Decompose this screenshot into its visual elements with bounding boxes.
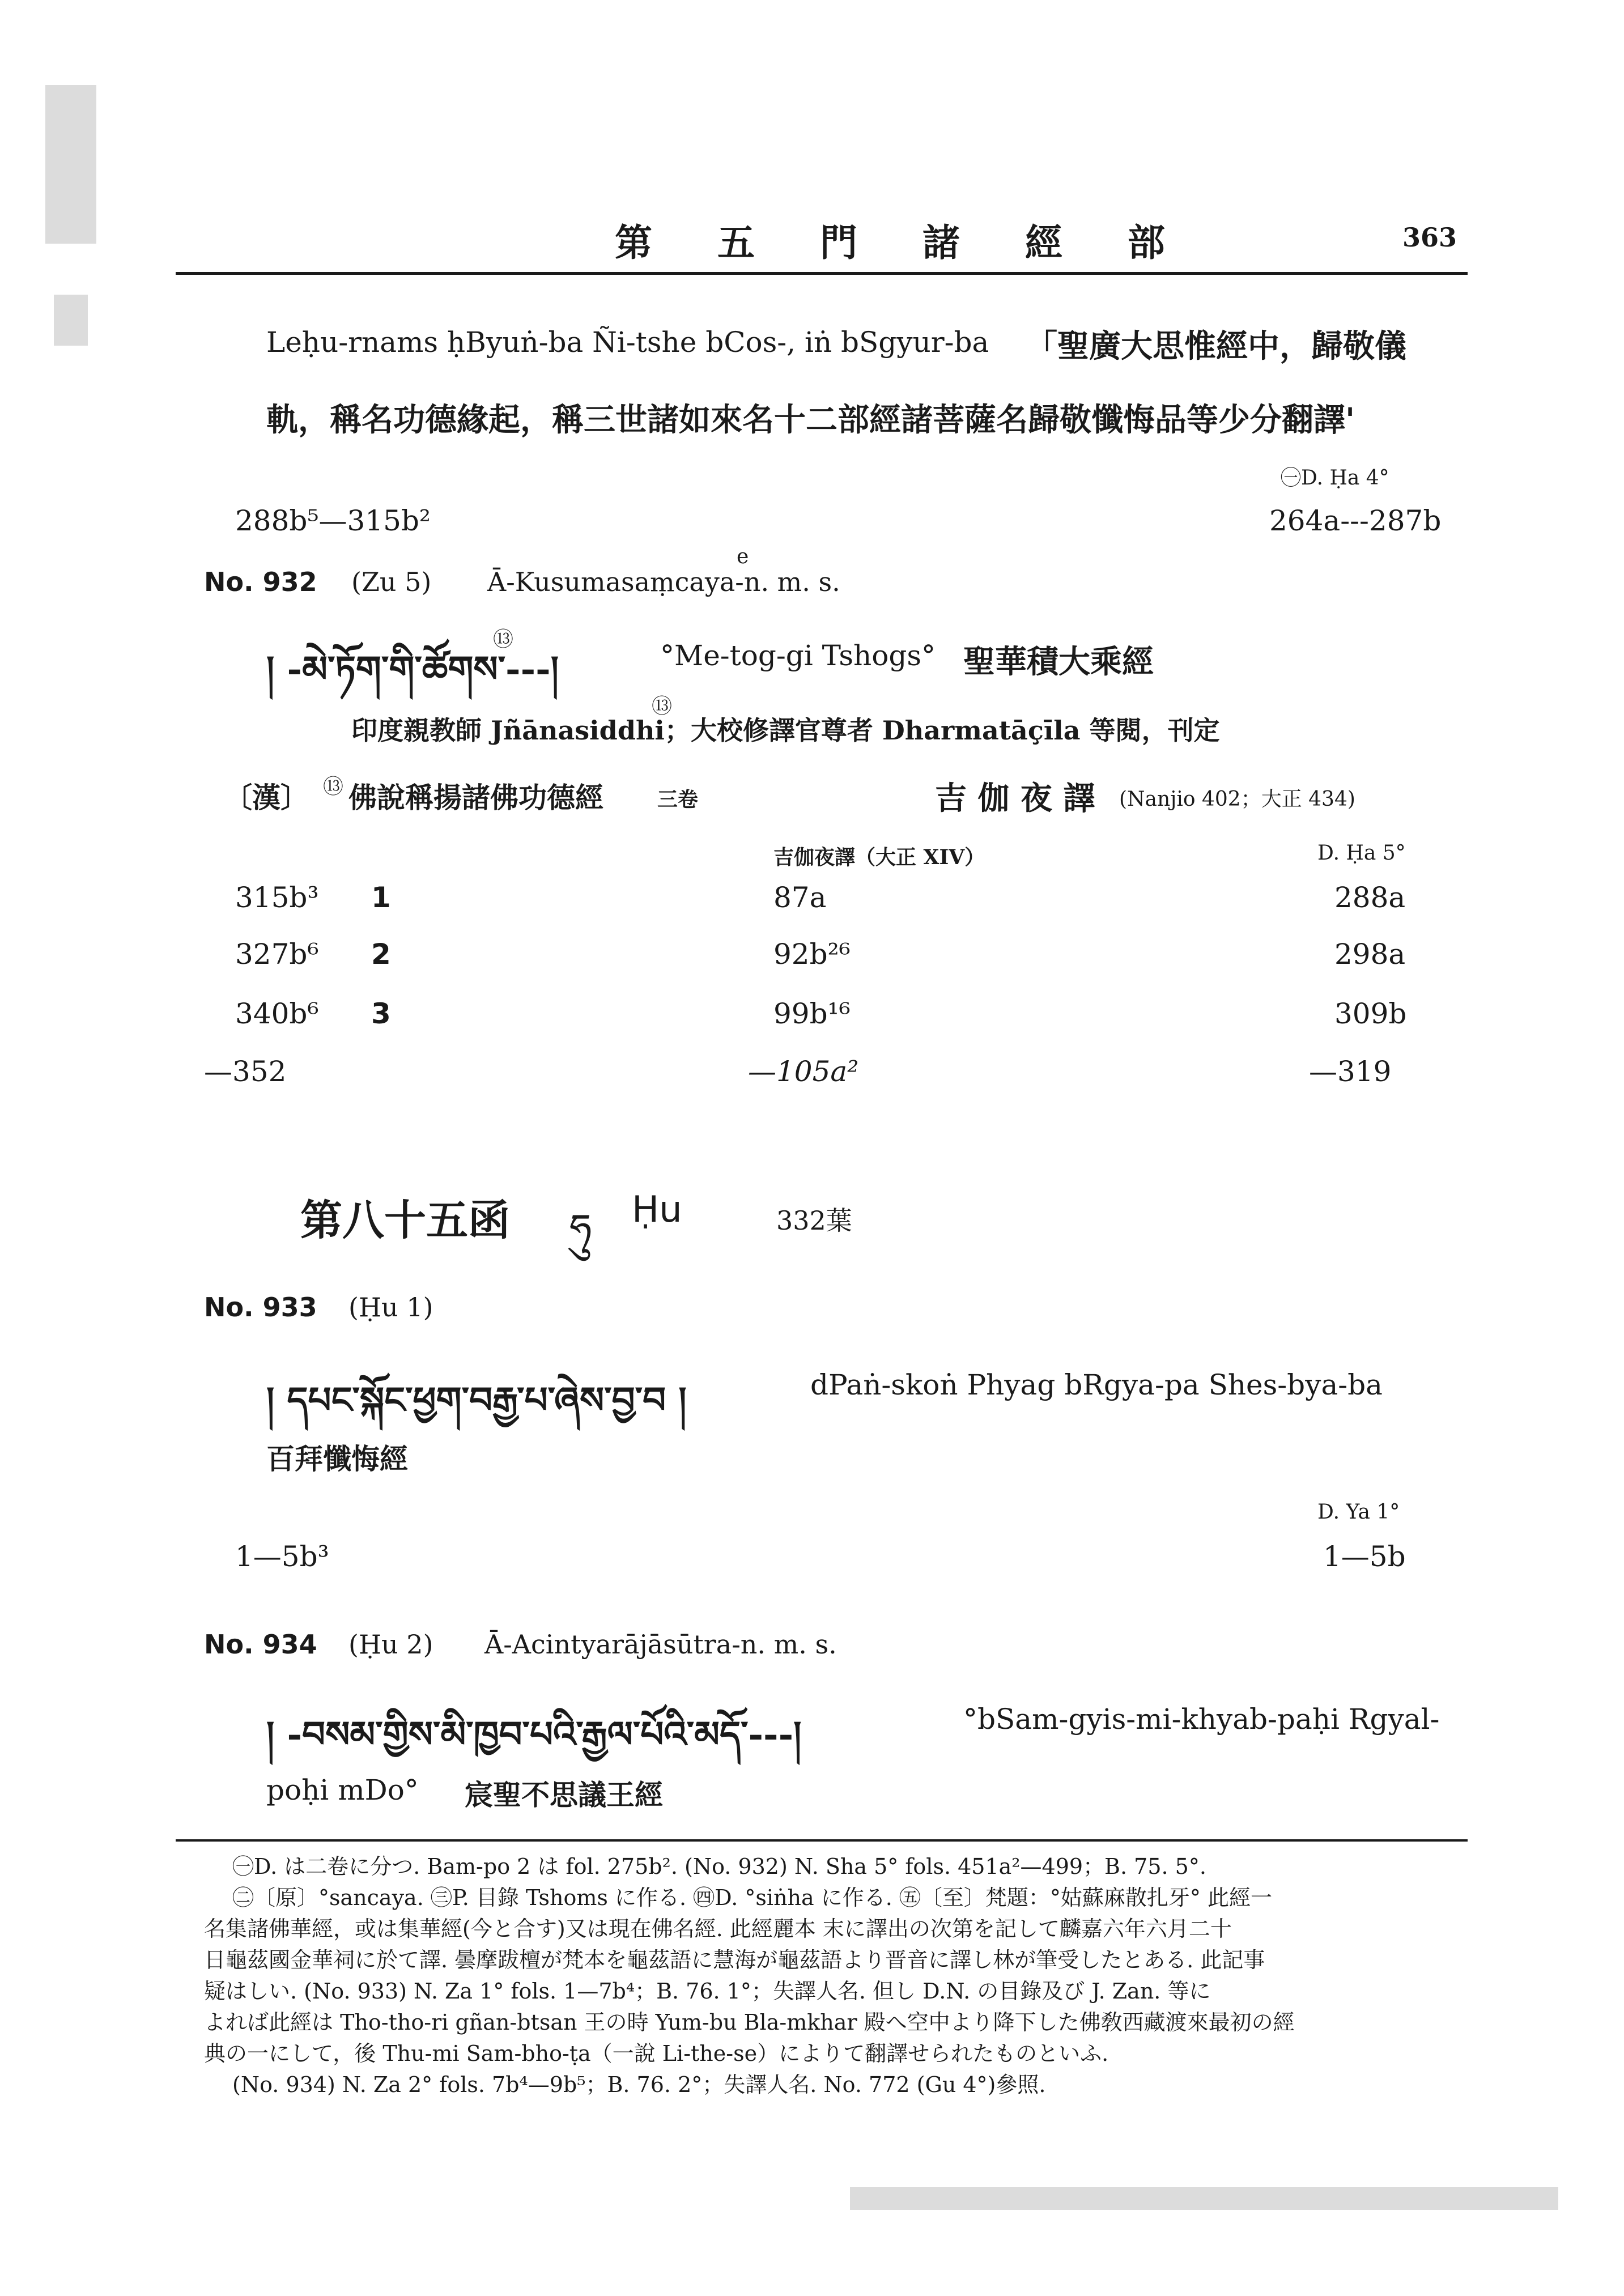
entry932-han-label: 〔漢〕: [224, 781, 309, 814]
page-number: 363: [1402, 222, 1457, 253]
entry932-number: No. 932: [204, 567, 317, 597]
entry933-range-right: 1—5b: [1323, 1540, 1406, 1573]
entry934-title: Ā-Acintyarājāsūtra-n. m. s.: [484, 1629, 837, 1660]
entry933-number: No. 933: [204, 1292, 317, 1323]
entry934-number: No. 934: [204, 1629, 317, 1660]
entry934-tibetan: ། -བསམ་གྱིས་མི་ཁྱབ་པའི་རྒྱལ་པོའི་མདོ་---།: [266, 1714, 802, 1756]
entry932-row-num: 2: [371, 938, 391, 971]
entry932-title-mark: e: [737, 545, 749, 568]
entry931-dnote: ㊀D. Ḥa 4°: [1281, 466, 1389, 490]
footnote-line: 疑はしい. (No. 933) N. Za 1° fols. 1—7b⁴；B. 76. 1°；失譯人名. 但し D.N. の目錄及び J. Zan. 等に: [204, 1979, 1211, 2004]
entry932-han-translator: 吉 伽 夜 譯: [935, 780, 1095, 817]
footnote-line: (No. 934) N. Za 2° fols. 7b⁴—9b⁵；B. 76. 2°；失譯人名. No. 772 (Gu 4°)參照.: [232, 2072, 1046, 2097]
entry932-row-right: —319: [1309, 1055, 1392, 1088]
scan-noise: [54, 295, 88, 346]
section-title: 第八十五函: [300, 1196, 510, 1245]
entry932-han-ref: (Nanjio 402；大正 434): [1119, 788, 1355, 811]
footnote-rule: [176, 1839, 1468, 1842]
entry933-tibetan: ། དཔང་སྐོང་ཕྱག་བརྒྱ་པ་ཞེས་བྱ་བ །: [266, 1379, 687, 1422]
scan-noise: [850, 2187, 1558, 2210]
entry932-row-left: —352: [204, 1055, 287, 1088]
entry933-dnote: D. Ya 1°: [1317, 1500, 1400, 1524]
entry932-row-mid: 92b²⁶: [773, 938, 851, 971]
entry931-range-right: 264a---287b: [1269, 504, 1442, 537]
entry932-han-volumes: 三卷: [657, 788, 699, 811]
entry932-row-num: 1: [371, 881, 391, 914]
entry932-row-right: 288a: [1334, 881, 1406, 914]
footnote-line: 典の一にして，後 Thu-mi Sam-bho-ṭa（一說 Li-the-se）によりて翻譯せられたものといふ.: [204, 2041, 1109, 2066]
entry934-romanized-line2: poḥi mDo°: [266, 1774, 419, 1806]
entry931-range-left: 288b⁵—315b²: [235, 504, 431, 537]
entry933-range-left: 1—5b³: [235, 1540, 329, 1573]
entry932-translators-mark: ⑬: [652, 695, 673, 718]
entry933-ref: (Ḥu 1): [348, 1292, 433, 1323]
section-leaves: 332葉: [776, 1205, 852, 1236]
footnote-line: よれば此經は Tho-tho-ri gñan-btsan 王の時 Yum-bu Bla-mkhar 殿へ空中より降下した佛敎西藏渡來最初の經: [204, 2010, 1295, 2035]
entry934-romanized-line1: °bSam-gyis-mi-khyab-paḥi Rgyal-: [963, 1703, 1440, 1736]
entry932-row-mid: 87a: [773, 881, 827, 914]
entry932-row-left: 327b⁶: [235, 938, 319, 971]
footnote-line: 名集諸佛華經，或は集華經(今と合す)又は現在佛名經. 此經麗本 末に譯出の次第を記して麟嘉六年六月二十: [204, 1916, 1232, 1941]
entry932-han-title: 佛說稱揚諸佛功德經: [348, 781, 603, 814]
page-header-title: 第 五 門 諸 經 部: [615, 220, 1191, 265]
entry932-romanized: °Me-tog-gi Tshogs°: [660, 639, 936, 672]
entry932-translators: 印度親教師 Jñānasiddhi；大校修譯官尊者 Dharmatāçīla 等閱，刊定: [351, 715, 1220, 746]
section-tibetan-letter: ཧུ: [569, 1205, 592, 1252]
entry933-chinese: 百拜懺悔經: [266, 1442, 408, 1476]
footnote-line: ㊁〔原〕°sancaya. ㊂P. 目錄 Tshoms に作る. ㊃D. °siṅha に作る. ㊄〔至〕梵題：°姑蘇麻散扎牙° 此經一: [232, 1885, 1273, 1910]
entry932-row-right: 298a: [1334, 938, 1406, 971]
entry932-row-right: 309b: [1334, 997, 1407, 1030]
entry932-row-num: 3: [371, 997, 391, 1030]
entry934-chinese: 宸聖不思議王經: [465, 1778, 663, 1812]
footnote-line: ㊀D. は二卷に分つ. Bam-po 2 は fol. 275b². (No. 932) N. Sha 5° fols. 451a²—499；B. 75. 5°.: [232, 1854, 1206, 1879]
entry931-chinese-line2: 軌，稱名功德緣起，稱三世諸如來名十二部經諸菩薩名歸敬懺悔品等少分翻譯': [266, 401, 1355, 439]
entry932-row-left: 315b³: [235, 881, 319, 914]
entry932-row-mid: —105a²: [748, 1055, 859, 1088]
entry931-chinese-line1: 「聖廣大思惟經中，歸敬儀: [1026, 328, 1406, 365]
scan-noise: [45, 85, 96, 244]
entry932-col-header-mid: 吉伽夜譯（大正 XIV）: [773, 845, 985, 869]
entry931-romanized: Leḥu-rnams ḥByuṅ-ba Ñi-tshe bCos-, iṅ bSgyur-ba: [266, 326, 989, 359]
entry932-row-left: 340b⁶: [235, 997, 319, 1030]
entry932-col-header-right: D. Ḥa 5°: [1317, 841, 1406, 865]
entry932-han-mark: ⑬: [323, 775, 344, 798]
entry932-chinese-title: 聖華積大乘經: [963, 643, 1154, 681]
entry932-tibetan-mark: ⑬: [493, 628, 514, 651]
header-rule: [176, 272, 1468, 275]
entry932-row-mid: 99b¹⁶: [773, 997, 851, 1030]
footnote-line: 日龜茲國金華祠に於て譯. 曇摩跋檀が梵本を龜茲語に慧海が龜茲語より晋音に譯し林が筆受したとある. 此記事: [204, 1948, 1265, 1972]
entry934-ref: (Ḥu 2): [348, 1629, 433, 1660]
entry932-title: Ā-Kusumasaṃcaya-n. m. s.: [487, 567, 840, 597]
entry933-romanized: dPaṅ-skoṅ Phyag bRgya-pa Shes-bya-ba: [810, 1368, 1383, 1401]
entry932-tibetan: ། -མེ་ཏོག་གི་ཚོགས་---།: [266, 648, 559, 691]
section-letter: Ḥu: [632, 1189, 682, 1231]
entry932-ref: (Zu 5): [351, 567, 432, 597]
